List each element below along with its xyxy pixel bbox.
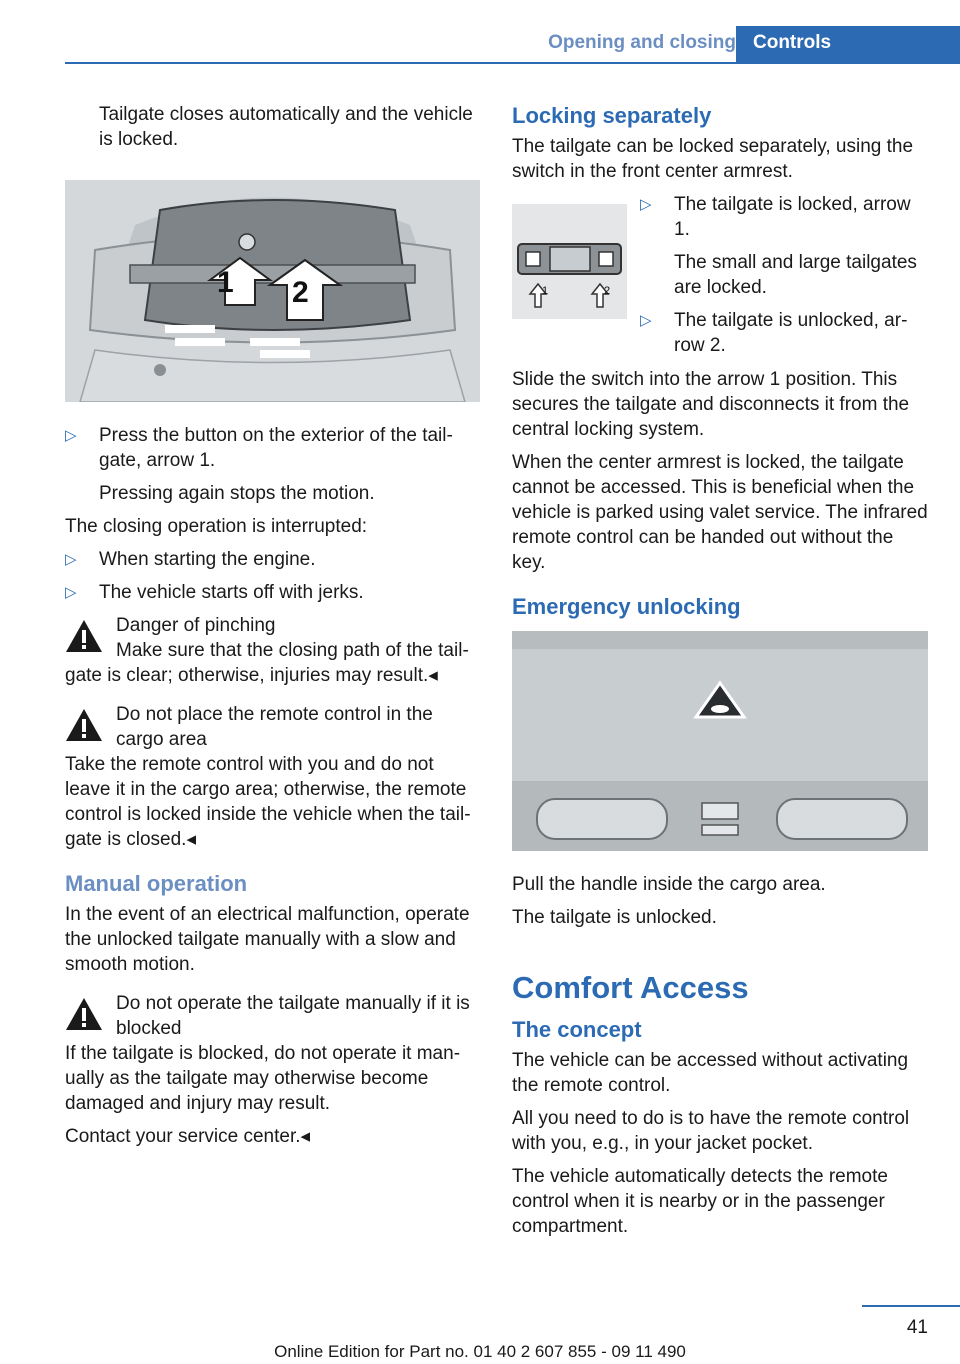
bullet-text: When starting the engine.: [99, 549, 316, 570]
figure-label-2: 2: [292, 276, 309, 309]
switch-label-2: 2: [604, 285, 611, 297]
bullet-text: The tailgate is unlocked, arrow 2.: [674, 310, 908, 356]
left-column: [65, 102, 480, 1157]
triangle-bullet-icon: ▷: [65, 551, 77, 568]
warning-title: Do not place the remote control in the cargo area: [116, 704, 433, 750]
intro-text: Tailgate closes automatically and the vehicle is locked.: [99, 104, 473, 150]
warning-title: Danger of pinching: [116, 615, 276, 636]
switch-section: [512, 192, 930, 357]
warning-pinching: [65, 613, 480, 688]
warning-remote-cargo: [65, 702, 480, 852]
warning-body: Take the remote control with you and do not leave it in the cargo area; otherwise, the remote control is locked inside the vehicle when the tailgate is closed.◂: [65, 754, 471, 850]
emergency-unlocking-heading: Emergency unlocking: [512, 594, 741, 619]
contact-service-text: Contact your service center.◂: [65, 1126, 311, 1147]
tailgate-unlocked-text: The tailgate is unlocked.: [512, 907, 717, 928]
switch-bullet-list: [640, 192, 930, 366]
interrupted-text: The closing operation is interrupted:: [65, 516, 368, 537]
triangle-bullet-icon: ▷: [640, 312, 652, 329]
footer-rule: [862, 1305, 960, 1307]
bullet-sub-text: The small and large tailgates are locked.: [674, 252, 917, 298]
cargo-handle-figure: [512, 631, 930, 858]
warning-manual-blocked: [65, 991, 480, 1116]
slide-switch-text: Slide the switch into the arrow 1 position. This secures the tailgate and disconnects it from the central locking system.: [512, 369, 910, 440]
bullet-switch-unlocked: [640, 308, 930, 358]
cargo-handle-illustration: [512, 631, 928, 851]
bullet-text: Press the button on the exterior of the tailgate, arrow 1.: [99, 425, 453, 471]
switch-label-1: 1: [542, 285, 549, 297]
warning-title: Do not operate the tailgate manually if it is blocked: [116, 993, 470, 1039]
pull-handle-text: Pull the handle inside the cargo area.: [512, 874, 826, 895]
locking-separately-heading: Locking separately: [512, 103, 712, 128]
concept-text-3: The vehicle automatically detects the remote control when it is nearby or in the passenger compartment.: [512, 1166, 888, 1237]
footer-edition-text: Online Edition for Part no. 01 40 2 607 855 - 09 11 490: [274, 1342, 686, 1361]
page-number: 41: [906, 1317, 928, 1338]
tailgate-rear-figure: [65, 180, 480, 409]
bullet-text: The vehicle starts off with jerks.: [99, 582, 364, 603]
bullet-starts-jerks: [65, 580, 480, 605]
warning-body: If the tailgate is blocked, do not operate it manually as the tailgate may otherwise become damaged and injury may result.: [65, 1043, 461, 1114]
page-header: [65, 26, 960, 64]
bullet-press-button: [65, 423, 480, 473]
warning-triangle-icon: [65, 997, 103, 1031]
comfort-access-heading: Comfort Access: [512, 970, 749, 1005]
armrest-switch-figure: [512, 204, 627, 319]
header-section-title: Opening and closing: [548, 32, 736, 53]
warning-triangle-icon: [65, 619, 103, 653]
right-column: [512, 102, 930, 1247]
header-chapter-tab: Controls: [736, 26, 960, 62]
manual-operation-heading: Manual operation: [65, 871, 248, 896]
armrest-locked-text: When the center armrest is locked, the tailgate cannot be accessed. This is beneficial when the vehicle is parked using valet service. The infrared remote control can be handed out without the key.: [512, 452, 928, 573]
warning-body: Make sure that the closing path of the tailgate is clear; otherwise, injuries may result.◂: [65, 640, 469, 686]
triangle-bullet-icon: ▷: [640, 196, 652, 213]
concept-heading: The concept: [512, 1017, 642, 1042]
locking-separately-text: The tailgate can be locked separately, using the switch in the front center armrest.: [512, 136, 914, 182]
warning-triangle-icon: [65, 708, 103, 742]
figure-label-1: 1: [217, 266, 234, 299]
bullet-switch-locked: [640, 192, 930, 242]
tailgate-illustration: [65, 180, 480, 402]
triangle-bullet-icon: ▷: [65, 427, 77, 444]
triangle-bullet-icon: ▷: [65, 584, 77, 601]
concept-text-2: All you need to do is to have the remote control with you, e.g., in your jacket pocket.: [512, 1108, 910, 1154]
bullet-starting-engine: [65, 547, 480, 572]
manual-operation-text: In the event of an electrical malfunction, operate the unlocked tailgate manually with a slow and smooth motion.: [65, 904, 470, 975]
bullet-sub-text: Pressing again stops the motion.: [99, 483, 375, 504]
bullet-text: The tailgate is locked, arrow 1.: [674, 194, 911, 240]
concept-text-1: The vehicle can be accessed without activating the remote control.: [512, 1050, 909, 1096]
